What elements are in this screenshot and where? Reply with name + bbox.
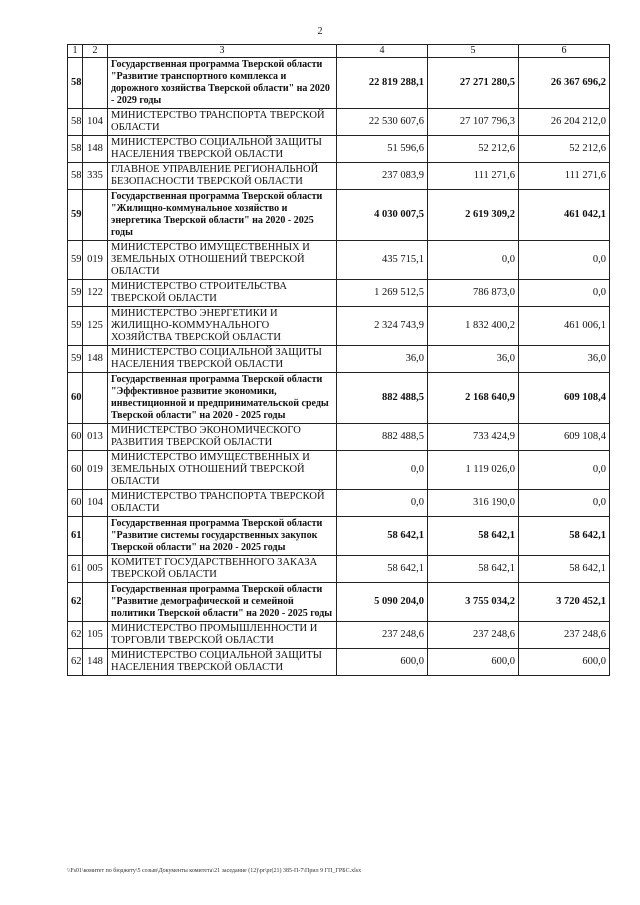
row-value-col6: 609 108,4 bbox=[519, 373, 610, 424]
row-value-col4: 51 596,6 bbox=[337, 136, 428, 163]
row-value-col5: 0,0 bbox=[428, 241, 519, 280]
ministry-row bbox=[68, 163, 610, 190]
row-value-col5: 3 755 034,2 bbox=[428, 583, 519, 622]
row-value-col5: 1 119 026,0 bbox=[428, 451, 519, 490]
row-program-code: 59 bbox=[68, 346, 83, 373]
row-value-col6: 111 271,6 bbox=[519, 163, 610, 190]
header-col-6: 6 bbox=[519, 45, 610, 58]
row-value-col4: 0,0 bbox=[337, 451, 428, 490]
ministry-row bbox=[68, 556, 610, 583]
row-value-col6: 36,0 bbox=[519, 346, 610, 373]
row-value-col4: 58 642,1 bbox=[337, 556, 428, 583]
ministry-row bbox=[68, 622, 610, 649]
row-name: МИНИСТЕРСТВО ИМУЩЕСТВЕННЫХ И ЗЕМЕЛЬНЫХ ОТНОШЕНИЙ ТВЕРСКОЙ ОБЛАСТИ bbox=[108, 451, 337, 490]
row-value-col6: 609 108,4 bbox=[519, 424, 610, 451]
row-name: Государственная программа Тверской области "Развитие транспортного комплекса и дорожного хозяйства Тверской области" на 2020 - 2029 годы bbox=[108, 58, 337, 109]
row-value-col4: 22 819 288,1 bbox=[337, 58, 428, 109]
ministry-row bbox=[68, 424, 610, 451]
row-value-col5: 36,0 bbox=[428, 346, 519, 373]
row-ministry-code bbox=[83, 58, 108, 109]
row-value-col4: 237 248,6 bbox=[337, 622, 428, 649]
row-value-col4: 2 324 743,9 bbox=[337, 307, 428, 346]
row-value-col6: 58 642,1 bbox=[519, 517, 610, 556]
file-path-footer: \\Fs01\комитет по бюджету\5 созыв\Документы комитета\21 заседание (12)\pr\pr(21) 385-П-7\Прил 9 ГП_ГРБС.xlsx bbox=[67, 868, 362, 874]
row-value-col6: 0,0 bbox=[519, 490, 610, 517]
row-value-col4: 882 488,5 bbox=[337, 424, 428, 451]
row-program-code: 59 bbox=[68, 241, 83, 280]
row-name: МИНИСТЕРСТВО ЭКОНОМИЧЕСКОГО РАЗВИТИЯ ТВЕРСКОЙ ОБЛАСТИ bbox=[108, 424, 337, 451]
ministry-row bbox=[68, 280, 610, 307]
row-ministry-code: 122 bbox=[83, 280, 108, 307]
row-name: МИНИСТЕРСТВО ИМУЩЕСТВЕННЫХ И ЗЕМЕЛЬНЫХ ОТНОШЕНИЙ ТВЕРСКОЙ ОБЛАСТИ bbox=[108, 241, 337, 280]
row-value-col6: 0,0 bbox=[519, 280, 610, 307]
header-col-4: 4 bbox=[337, 45, 428, 58]
program-row bbox=[68, 373, 610, 424]
row-program-code: 61 bbox=[68, 517, 83, 556]
row-ministry-code: 005 bbox=[83, 556, 108, 583]
row-value-col4: 5 090 204,0 bbox=[337, 583, 428, 622]
row-value-col6: 0,0 bbox=[519, 241, 610, 280]
row-value-col6: 58 642,1 bbox=[519, 556, 610, 583]
row-ministry-code: 019 bbox=[83, 451, 108, 490]
row-name: МИНИСТЕРСТВО СТРОИТЕЛЬСТВА ТВЕРСКОЙ ОБЛАСТИ bbox=[108, 280, 337, 307]
row-value-col4: 882 488,5 bbox=[337, 373, 428, 424]
row-name: МИНИСТЕРСТВО СОЦИАЛЬНОЙ ЗАЩИТЫ НАСЕЛЕНИЯ ТВЕРСКОЙ ОБЛАСТИ bbox=[108, 649, 337, 676]
row-name: ГЛАВНОЕ УПРАВЛЕНИЕ РЕГИОНАЛЬНОЙ БЕЗОПАСНОСТИ ТВЕРСКОЙ ОБЛАСТИ bbox=[108, 163, 337, 190]
row-ministry-code: 148 bbox=[83, 346, 108, 373]
row-program-code: 62 bbox=[68, 622, 83, 649]
row-value-col4: 4 030 007,5 bbox=[337, 190, 428, 241]
row-ministry-code: 104 bbox=[83, 109, 108, 136]
table-header-row bbox=[68, 45, 610, 58]
row-ministry-code: 013 bbox=[83, 424, 108, 451]
row-program-code: 59 bbox=[68, 307, 83, 346]
header-col-5: 5 bbox=[428, 45, 519, 58]
budget-table bbox=[67, 44, 610, 676]
row-value-col5: 58 642,1 bbox=[428, 556, 519, 583]
row-value-col5: 27 107 796,3 bbox=[428, 109, 519, 136]
header-col-1: 1 bbox=[68, 45, 83, 58]
row-program-code: 60 bbox=[68, 373, 83, 424]
row-ministry-code bbox=[83, 190, 108, 241]
row-name: Государственная программа Тверской области "Развитие демографической и семейной политики Тверской области" на 2020 - 2025 годы bbox=[108, 583, 337, 622]
row-value-col5: 237 248,6 bbox=[428, 622, 519, 649]
row-program-code: 62 bbox=[68, 583, 83, 622]
row-name: Государственная программа Тверской области "Развитие системы государственных закупок Тверской области" на 2020 - 2025 годы bbox=[108, 517, 337, 556]
ministry-row bbox=[68, 307, 610, 346]
ministry-row bbox=[68, 490, 610, 517]
page-number: 2 bbox=[317, 26, 323, 37]
row-name: МИНИСТЕРСТВО ТРАНСПОРТА ТВЕРСКОЙ ОБЛАСТИ bbox=[108, 109, 337, 136]
row-value-col5: 316 190,0 bbox=[428, 490, 519, 517]
program-row bbox=[68, 583, 610, 622]
ministry-row bbox=[68, 136, 610, 163]
row-ministry-code: 019 bbox=[83, 241, 108, 280]
row-value-col6: 26 204 212,0 bbox=[519, 109, 610, 136]
row-value-col4: 36,0 bbox=[337, 346, 428, 373]
row-ministry-code: 148 bbox=[83, 649, 108, 676]
row-ministry-code bbox=[83, 583, 108, 622]
row-value-col6: 237 248,6 bbox=[519, 622, 610, 649]
row-ministry-code bbox=[83, 517, 108, 556]
row-value-col5: 2 619 309,2 bbox=[428, 190, 519, 241]
row-name: МИНИСТЕРСТВО ПРОМЫШЛЕННОСТИ И ТОРГОВЛИ ТВЕРСКОЙ ОБЛАСТИ bbox=[108, 622, 337, 649]
row-value-col6: 52 212,6 bbox=[519, 136, 610, 163]
program-row bbox=[68, 190, 610, 241]
row-ministry-code: 104 bbox=[83, 490, 108, 517]
row-ministry-code: 148 bbox=[83, 136, 108, 163]
row-name: КОМИТЕТ ГОСУДАРСТВЕННОГО ЗАКАЗА ТВЕРСКОЙ ОБЛАСТИ bbox=[108, 556, 337, 583]
row-name: МИНИСТЕРСТВО ЭНЕРГЕТИКИ И ЖИЛИЩНО-КОММУНАЛЬНОГО ХОЗЯЙСТВА ТВЕРСКОЙ ОБЛАСТИ bbox=[108, 307, 337, 346]
row-name: МИНИСТЕРСТВО СОЦИАЛЬНОЙ ЗАЩИТЫ НАСЕЛЕНИЯ ТВЕРСКОЙ ОБЛАСТИ bbox=[108, 136, 337, 163]
row-value-col4: 0,0 bbox=[337, 490, 428, 517]
row-value-col5: 733 424,9 bbox=[428, 424, 519, 451]
row-value-col5: 111 271,6 bbox=[428, 163, 519, 190]
row-value-col4: 237 083,9 bbox=[337, 163, 428, 190]
row-value-col4: 435 715,1 bbox=[337, 241, 428, 280]
row-value-col5: 58 642,1 bbox=[428, 517, 519, 556]
row-value-col6: 461 006,1 bbox=[519, 307, 610, 346]
row-value-col6: 461 042,1 bbox=[519, 190, 610, 241]
row-value-col5: 27 271 280,5 bbox=[428, 58, 519, 109]
row-name: МИНИСТЕРСТВО СОЦИАЛЬНОЙ ЗАЩИТЫ НАСЕЛЕНИЯ ТВЕРСКОЙ ОБЛАСТИ bbox=[108, 346, 337, 373]
row-value-col5: 52 212,6 bbox=[428, 136, 519, 163]
row-value-col6: 3 720 452,1 bbox=[519, 583, 610, 622]
row-program-code: 60 bbox=[68, 424, 83, 451]
row-program-code: 58 bbox=[68, 163, 83, 190]
ministry-row bbox=[68, 109, 610, 136]
row-ministry-code bbox=[83, 373, 108, 424]
row-program-code: 59 bbox=[68, 280, 83, 307]
program-row bbox=[68, 517, 610, 556]
ministry-row bbox=[68, 346, 610, 373]
program-row bbox=[68, 58, 610, 109]
row-ministry-code: 125 bbox=[83, 307, 108, 346]
ministry-row bbox=[68, 649, 610, 676]
row-value-col5: 1 832 400,2 bbox=[428, 307, 519, 346]
ministry-row bbox=[68, 451, 610, 490]
row-value-col5: 786 873,0 bbox=[428, 280, 519, 307]
row-name: МИНИСТЕРСТВО ТРАНСПОРТА ТВЕРСКОЙ ОБЛАСТИ bbox=[108, 490, 337, 517]
row-ministry-code: 105 bbox=[83, 622, 108, 649]
header-col-3: 3 bbox=[108, 45, 337, 58]
row-value-col4: 58 642,1 bbox=[337, 517, 428, 556]
row-value-col5: 600,0 bbox=[428, 649, 519, 676]
row-program-code: 58 bbox=[68, 58, 83, 109]
row-value-col4: 22 530 607,6 bbox=[337, 109, 428, 136]
row-program-code: 60 bbox=[68, 451, 83, 490]
ministry-row bbox=[68, 241, 610, 280]
row-program-code: 61 bbox=[68, 556, 83, 583]
row-value-col6: 600,0 bbox=[519, 649, 610, 676]
row-program-code: 58 bbox=[68, 109, 83, 136]
row-ministry-code: 335 bbox=[83, 163, 108, 190]
row-value-col4: 1 269 512,5 bbox=[337, 280, 428, 307]
row-value-col6: 0,0 bbox=[519, 451, 610, 490]
row-program-code: 58 bbox=[68, 136, 83, 163]
row-program-code: 60 bbox=[68, 490, 83, 517]
row-value-col6: 26 367 696,2 bbox=[519, 58, 610, 109]
row-name: Государственная программа Тверской области "Эффективное развитие экономики, инвестиционной и предпринимательской среды Тверской области" на 2020 - 2025 годы bbox=[108, 373, 337, 424]
row-program-code: 59 bbox=[68, 190, 83, 241]
row-value-col4: 600,0 bbox=[337, 649, 428, 676]
row-program-code: 62 bbox=[68, 649, 83, 676]
header-col-2: 2 bbox=[83, 45, 108, 58]
row-value-col5: 2 168 640,9 bbox=[428, 373, 519, 424]
row-name: Государственная программа Тверской области "Жилищно-коммунальное хозяйство и энергетика Тверской области" на 2020 - 2025 годы bbox=[108, 190, 337, 241]
